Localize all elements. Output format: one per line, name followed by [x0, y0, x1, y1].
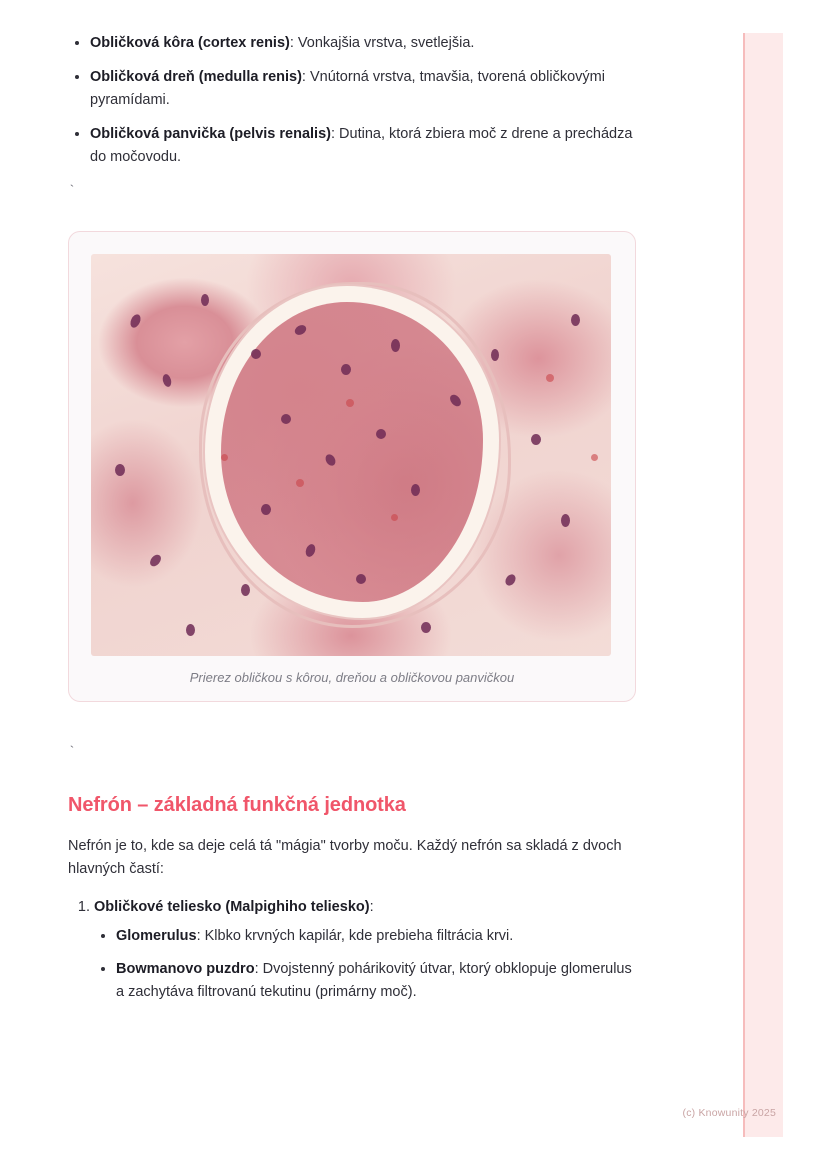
list-item-term: Obličková panvička (pelvis renalis)	[90, 125, 331, 142]
list-item-text: : Dvojstenný pohárikovitý útvar, ktorý obklopuje glomerulus a zachytáva filtrovanú tekutinu (primárny moč).	[116, 960, 632, 1000]
list-item-term: Obličkové teliesko (Malpighiho teliesko)	[94, 898, 370, 915]
stray-backtick-mark: `	[68, 182, 76, 198]
list-item-term: Bowmanovo puzdro	[116, 960, 255, 977]
figure-caption: Prierez obličkou s kôrou, dreňou a obličkovou panvičkou	[189, 669, 515, 685]
intro-bullet-list	[68, 32, 638, 169]
numbered-list	[68, 896, 638, 1004]
list-item	[90, 32, 638, 55]
list-item	[90, 123, 638, 169]
list-item-text: : Dutina, ktorá zbiera moč z drene a prechádza do močovodu.	[90, 125, 633, 165]
list-item	[94, 896, 638, 1004]
stray-backtick-mark-2: `	[68, 743, 76, 759]
decorative-side-band	[743, 33, 783, 1137]
histology-image	[91, 254, 611, 656]
list-item-term: Glomerulus	[116, 927, 197, 944]
list-item	[90, 66, 638, 112]
document-content	[68, 32, 638, 1013]
list-item-text: : Vonkajšia vrstva, svetlejšia.	[289, 35, 475, 51]
list-item-text: :	[369, 898, 374, 915]
sub-bullet-list	[94, 925, 638, 1004]
list-item-term: Obličková dreň (medulla renis)	[90, 68, 302, 85]
section-paragraph: Nefrón je to, kde sa deje celá tá "mágia" tvorby moču. Každý nefrón sa skladá z dvoch hlavných častí:	[68, 837, 622, 878]
section-heading: Nefrón – základná funkčná jednotka	[68, 793, 406, 816]
figure-card	[68, 231, 636, 702]
cell-nuclei-layer	[91, 254, 611, 656]
list-item-term: Obličková kôra (cortex renis)	[90, 35, 290, 51]
list-item	[116, 958, 638, 1004]
list-item	[116, 925, 638, 948]
list-item-text: : Klbko krvných kapilár, kde prebieha filtrácia krvi.	[196, 927, 514, 944]
footer-credit: (c) Knowunity 2025	[682, 1107, 776, 1119]
list-item-text: : Vnútorná vrstva, tmavšia, tvorená obličkovými pyramídami.	[90, 68, 605, 108]
